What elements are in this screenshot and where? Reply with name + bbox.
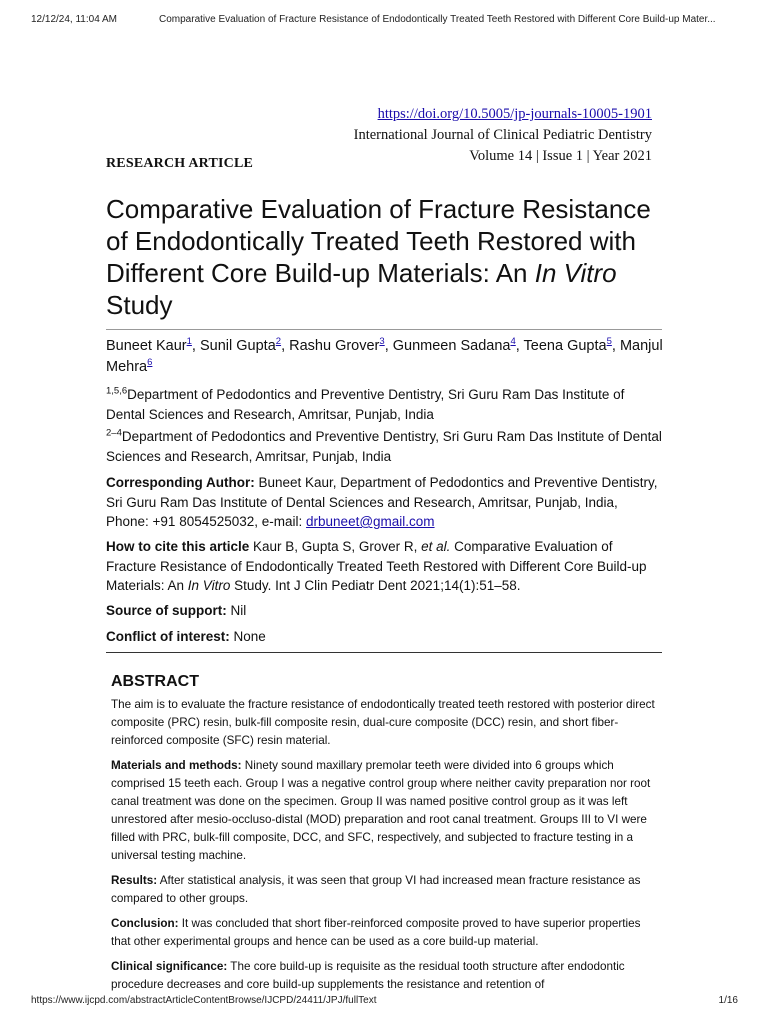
results-text: After statistical analysis, it was seen that group VI had increased mean fracture resistance as compared to other groups. [111,874,641,905]
significance-text: The core build-up is requisite as the residual tooth structure after endodontic procedure decreases and core build-up supplements the resistance and retention of [111,960,625,991]
author-name: Rashu Grover [289,338,380,354]
print-url: https://www.ijcpd.com/abstractArticleContentBrowse/IJCPD/24411/JPJ/fullText [31,995,377,1006]
abstract-section [111,673,659,1001]
doi-link[interactable]: https://doi.org/10.5005/jp-journals-10005-1901 [377,106,652,122]
cite-italic: In Vitro [187,578,231,593]
affiliation-marker: 2–4 [106,427,122,439]
author-name: Teena Gupta [523,338,607,354]
author-affiliation-link[interactable]: 1 [186,336,192,348]
issue-info: Volume 14 | Issue 1 | Year 2021 [469,148,652,164]
corresponding-author [106,473,664,532]
abstract-significance [111,958,659,994]
abstract-methods [111,757,659,865]
article-meta [354,104,652,167]
author-affiliation-link[interactable]: 5 [606,336,612,348]
author-name: Buneet Kaur [106,338,187,354]
abstract-results [111,872,659,908]
page-number: 1/16 [718,995,738,1006]
article-title [106,193,666,321]
author-name: Sunil Gupta [199,338,276,354]
cite-etal: et al. [421,539,451,554]
title-divider [106,329,662,330]
journal-name: International Journal of Clinical Pediatric Dentistry [353,127,652,143]
corresponding-label: Corresponding Author: [106,475,255,490]
title-end: Study [106,290,173,320]
results-label: Results: [111,874,158,887]
author-affiliation-link[interactable]: 6 [147,357,153,369]
abstract-heading: ABSTRACT [111,673,199,690]
article-type: RESEARCH ARTICLE [106,156,254,171]
email-link[interactable]: drbuneet@gmail.com [306,514,435,529]
affiliation-marker: 1,5,6 [106,385,128,397]
cite-text: Study. Int J Clin Pediatr Dent 2021;14(1):51–58. [230,578,521,593]
abstract-conclusion [111,915,659,951]
affiliation [106,385,664,424]
print-footer [31,995,738,1006]
conflict-value: None [229,629,266,644]
source-of-support [106,601,664,621]
cite-text: Comparative Evaluation of Fracture Resistance of Endodontically Treated Teeth Restored with Different Core Build-up Materials: An [106,539,647,593]
author-affiliation-link[interactable]: 4 [510,336,516,348]
print-page-title: Comparative Evaluation of Fracture Resistance of Endodontically Treated Teeth Restored with Different Core Build-up Mater... [159,14,716,25]
conflict-label: Conflict of interest: [106,629,230,644]
cite-label: How to cite this article [106,539,250,554]
affiliation [106,427,664,466]
author-name: Manjul Mehra [106,338,663,375]
affiliation-text: Department of Pedodontics and Preventive Dentistry, Sri Guru Ram Das Institute of Dental Sciences and Research, Amritsar, Punjab, India [106,429,662,464]
corresponding-text: Buneet Kaur, Department of Pedodontics and Preventive Dentistry, Sri Guru Ram Das Institute of Dental Sciences and Research, Amritsar, Punjab, India, Phone: +91 8054525032, e-mail: [106,475,658,529]
significance-label: Clinical significance: [111,960,228,973]
print-datetime: 12/12/24, 11:04 AM [31,14,117,25]
conclusion-label: Conclusion: [111,917,179,930]
cite-text: Kaur B, Gupta S, Grover R, [249,539,422,554]
conflict-of-interest [106,627,664,647]
affiliation-text: Department of Pedodontics and Preventive Dentistry, Sri Guru Ram Das Institute of Dental Sciences and Research, Amritsar, Punjab, India [106,387,625,422]
support-label: Source of support: [106,603,227,618]
author-name: Gunmeen Sadana [392,338,511,354]
title-italic: In Vitro [534,258,617,288]
author-affiliation-link[interactable]: 3 [379,336,385,348]
author-affiliation-link[interactable]: 2 [275,336,282,348]
conclusion-text: It was concluded that short fiber-reinforced composite proved to have superior properties that other experimental groups and hence can be used as a core build-up material. [111,917,641,948]
citation [106,537,664,596]
author-list: Buneet Kaur$^1$, Sunil Gupta$^2$, Rashu Grover$^3$, Gunmeen Sadana$^4$, Teena Gupta$^5$, Manjul Mehra$^6$ [106,336,663,375]
methods-label: Materials and methods: [111,759,242,772]
title-main: Comparative Evaluation of Fracture Resistance of Endodontically Treated Teeth Restored with Different Core Build-up Materials: An [106,194,651,288]
abstract-aim: The aim is to evaluate the fracture resistance of endodontically treated teeth restored with posterior direct composite (PRC) resin, bulk-fill composite resin, dual-cure composite (DCC) resin, and short fiber-reinforced composite (SFC) resin material. [111,698,655,747]
section-divider [106,652,662,653]
methods-text: Ninety sound maxillary premolar teeth were divided into 6 groups which comprised 15 teeth each. Group I was a negative control group where neither cavity preparation nor root canal treatment was done on the specimen. Group II was named positive control group as it was left unrestored after mesio-occluso-distal (MOD) preparation and root canal treatment. Groups III to VI were filled with PRC, bulk-fill composite, DCC, and SFC, respectively, and subjected to fracture testing in a universal testing machine. [111,759,651,862]
support-value: Nil [226,603,247,618]
